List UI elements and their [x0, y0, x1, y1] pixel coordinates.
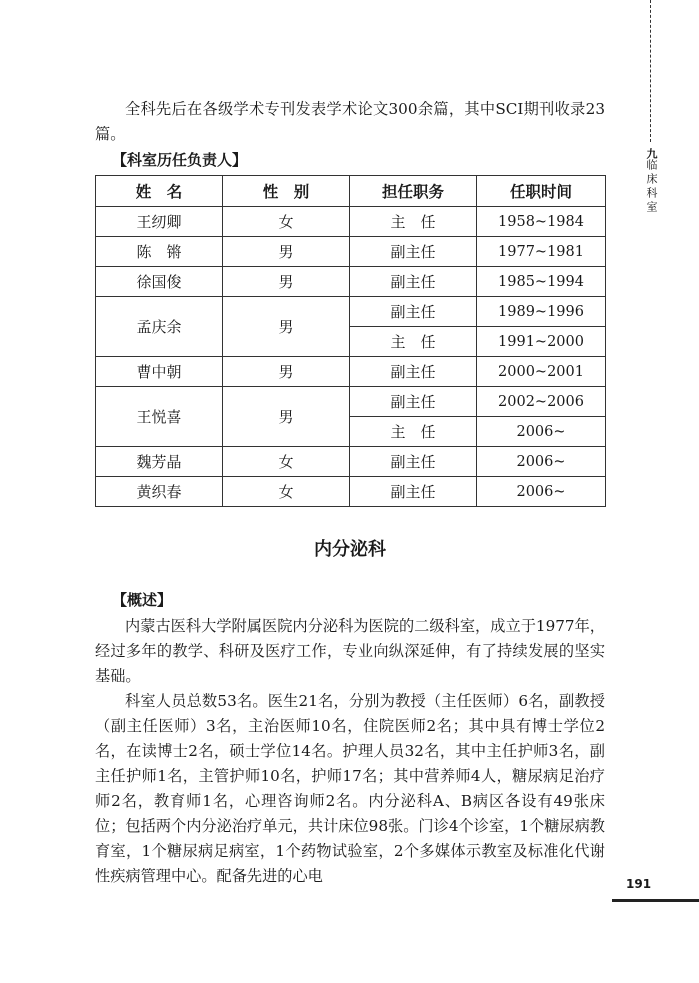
table-row [96, 447, 606, 477]
cell-position: 副主任 [350, 237, 477, 267]
leaders-table [95, 175, 606, 507]
cell-position: 主 任 [350, 417, 477, 447]
table-row [96, 357, 606, 387]
overview-paragraph-2: 科室人员总数53名。医生21名，分别为教授（主任医师）6名，副教授（副主任医师）3名，主治医师10名，住院医师2名；其中具有博士学位2名，在读博士2名，硕士学位14名。护理人员32名，其中主任护师3名，副主任护师1名，主管护师10名，护师17名；其中营养师4人，糖尿病足治疗师2名，教育师1名，心理咨询师2名。内分泌科A、B病区各设有49张床位；包括两个内分泌治疗单元，共计床位98张。门诊4个诊室，1个糖尿病教育室，1个糖尿病足病室，1个药物试验室，2个多媒体示教室及标准化代谢性疾病管理中心。配备先进的心电 [95, 692, 605, 885]
header-name: 姓 名 [96, 176, 223, 207]
header-gender: 性 别 [223, 176, 350, 207]
overview-paragraph-1: 内蒙古医科大学附属医院内分泌科为医院的二级科室，成立于1977年，经过多年的教学、科研及医疗工作，专业向纵深延伸，有了持续发展的坚实基础。 [95, 617, 605, 685]
cell-period: 2000~2001 [477, 357, 606, 387]
cell-position: 副主任 [350, 477, 477, 507]
cell-position: 副主任 [350, 387, 477, 417]
cell-gender: 女 [223, 477, 350, 507]
cell-period: 1985~1994 [477, 267, 606, 297]
cell-period: 1977~1981 [477, 237, 606, 267]
header-position: 担任职务 [350, 176, 477, 207]
cell-name: 曹中朝 [96, 357, 223, 387]
section-title: 内分泌科 [314, 539, 386, 560]
cell-name: 徐国俊 [96, 267, 223, 297]
chapter-title: 临床科室 [645, 159, 658, 215]
cell-gender: 男 [223, 297, 350, 357]
cell-gender: 女 [223, 207, 350, 237]
cell-position: 主 任 [350, 207, 477, 237]
page-number: 191 [626, 877, 652, 891]
cell-name: 魏芳晶 [96, 447, 223, 477]
margin-dotted-rule [650, 0, 651, 142]
table-row [96, 267, 606, 297]
cell-period: 1991~2000 [477, 327, 606, 357]
cell-period: 2006~ [477, 447, 606, 477]
cell-name: 黄织春 [96, 477, 223, 507]
table-row [96, 477, 606, 507]
cell-name: 王纫卿 [96, 207, 223, 237]
intro-paragraph: 全科先后在各级学术专刊发表学术论文300余篇，其中SCI期刊收录23篇。 [95, 100, 605, 143]
chapter-marker [642, 148, 658, 215]
cell-name: 王悦喜 [96, 387, 223, 447]
cell-gender: 女 [223, 447, 350, 477]
cell-name: 陈 锵 [96, 237, 223, 267]
cell-gender: 男 [223, 387, 350, 447]
cell-position: 主 任 [350, 327, 477, 357]
page-number-rule [612, 899, 699, 902]
cell-position: 副主任 [350, 297, 477, 327]
cell-position: 副主任 [350, 447, 477, 477]
cell-gender: 男 [223, 357, 350, 387]
cell-position: 副主任 [350, 267, 477, 297]
cell-name: 孟庆余 [96, 297, 223, 357]
cell-gender: 男 [223, 237, 350, 267]
cell-period: 2006~ [477, 417, 606, 447]
leaders-heading: 【科室历任负责人】 [112, 151, 248, 169]
cell-period: 2006~ [477, 477, 606, 507]
cell-gender: 男 [223, 267, 350, 297]
cell-period: 2002~2006 [477, 387, 606, 417]
table-row [96, 237, 606, 267]
header-period: 任职时间 [477, 176, 606, 207]
table-header-row [96, 176, 606, 207]
table-row [96, 387, 606, 417]
table-row [96, 297, 606, 327]
cell-position: 副主任 [350, 357, 477, 387]
chapter-number: 九 [645, 148, 658, 159]
overview-heading: 【概述】 [112, 591, 173, 609]
cell-period: 1958~1984 [477, 207, 606, 237]
table-row [96, 207, 606, 237]
cell-period: 1989~1996 [477, 297, 606, 327]
